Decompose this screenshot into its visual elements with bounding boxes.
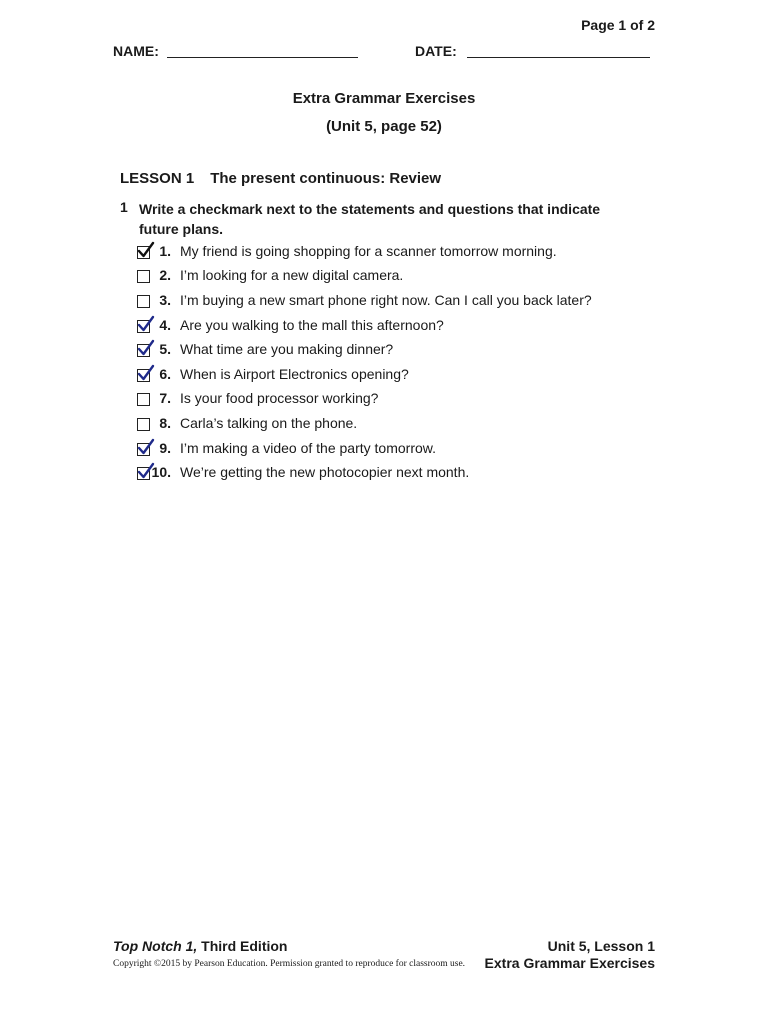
checkbox[interactable] (137, 320, 150, 333)
checkbox[interactable] (137, 344, 150, 357)
exercise-item (137, 317, 657, 337)
page-number: Page 1 of 2 (581, 17, 655, 33)
checkbox[interactable] (137, 443, 150, 456)
item-number: 2. (159, 267, 171, 283)
item-number: 1. (159, 243, 171, 259)
checkmark-icon (137, 241, 155, 259)
document-title: Extra Grammar Exercises (292, 90, 476, 107)
item-text: Are you walking to the mall this afternoon? (180, 317, 444, 333)
book-edition: Third Edition (197, 938, 288, 954)
item-number: 9. (159, 440, 171, 456)
item-number: 6. (159, 366, 171, 382)
checkmark-icon (137, 364, 155, 382)
item-number: 8. (159, 415, 171, 431)
exercise-item (137, 464, 657, 484)
footer-book-title (113, 938, 287, 954)
item-text: I’m buying a new smart phone right now. Can I call you back later? (180, 292, 592, 308)
exercise-item (137, 243, 657, 263)
footer-section-title: Extra Grammar Exercises (484, 955, 655, 971)
document-subtitle: (Unit 5, page 52) (326, 118, 442, 135)
date-label: DATE: (415, 43, 457, 59)
checkbox[interactable] (137, 467, 150, 480)
lesson-heading (120, 170, 441, 187)
exercise-item (137, 390, 657, 410)
item-text: We’re getting the new photocopier next month. (180, 464, 470, 480)
checkmark-icon (137, 438, 155, 456)
checkbox[interactable] (137, 246, 150, 259)
item-text: When is Airport Electronics opening? (180, 366, 409, 382)
item-number: 7. (159, 390, 171, 406)
checkbox[interactable] (137, 270, 150, 283)
lesson-label: LESSON 1 (120, 170, 195, 187)
item-number: 5. (159, 341, 171, 357)
name-label: NAME: (113, 43, 159, 59)
item-text: I’m looking for a new digital camera. (180, 267, 404, 283)
footer-unit-lesson: Unit 5, Lesson 1 (547, 938, 655, 954)
checkmark-icon (137, 339, 155, 357)
exercise-item (137, 440, 657, 460)
name-field-line[interactable] (167, 57, 358, 58)
item-text: What time are you making dinner? (180, 341, 394, 357)
checkbox[interactable] (137, 393, 150, 406)
exercise-item (137, 292, 657, 312)
checkbox[interactable] (137, 418, 150, 431)
exercise-number: 1 (120, 199, 128, 215)
item-number: 3. (159, 292, 171, 308)
checkbox[interactable] (137, 295, 150, 308)
lesson-topic: The present continuous: Review (210, 170, 442, 187)
item-text: My friend is going shopping for a scanner tomorrow morning. (180, 243, 557, 259)
exercise-instruction: Write a checkmark next to the statements and questions that indicate future plans. (139, 201, 601, 237)
book-title: Top Notch 1, (113, 938, 198, 954)
exercise-item (137, 341, 657, 361)
copyright-notice: Copyright ©2015 by Pearson Education. Permission granted to reproduce for classroom use. (113, 959, 466, 969)
item-number: 4. (159, 317, 171, 333)
checkmark-icon (137, 315, 155, 333)
exercise-item (137, 415, 657, 435)
date-field-line[interactable] (467, 57, 650, 58)
item-text: Is your food processor working? (180, 390, 379, 406)
item-text: I’m making a video of the party tomorrow. (180, 440, 436, 456)
item-number: 10. (151, 464, 171, 480)
exercise-item (137, 267, 657, 287)
exercise-item (137, 366, 657, 386)
checkbox[interactable] (137, 369, 150, 382)
item-text: Carla’s talking on the phone. (180, 415, 358, 431)
